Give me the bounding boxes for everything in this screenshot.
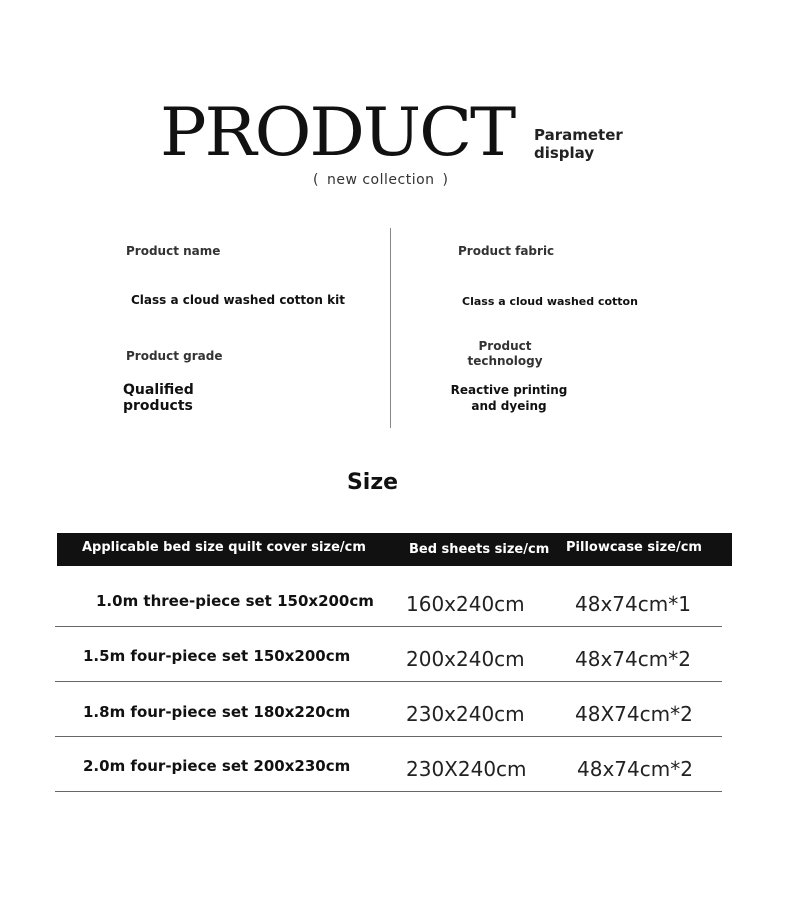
table-row-1-bed-size: 1.0m three-piece set 150x200cm xyxy=(96,592,374,610)
table-row-2-pillow-size: 48x74cm*2 xyxy=(575,647,691,671)
product-grade-value-line2: products xyxy=(123,398,193,414)
page-title: PRODUCT xyxy=(160,94,515,171)
table-row-3-sheet-size: 230x240cm xyxy=(406,702,525,726)
product-fabric-label: Product fabric xyxy=(458,244,555,258)
product-grade-value-line1: Qualified xyxy=(123,382,194,398)
product-name-label: Product name xyxy=(126,244,221,258)
product-technology-value-line2: and dyeing xyxy=(471,399,547,413)
row-divider xyxy=(55,791,722,792)
product-fabric-value: Class a cloud washed cotton xyxy=(462,295,638,308)
params-divider xyxy=(390,228,391,428)
table-row-2-sheet-size: 200x240cm xyxy=(406,647,525,671)
side-title-line1: Parameter xyxy=(534,126,623,144)
table-row-4-bed-size: 2.0m four-piece set 200x230cm xyxy=(83,757,351,775)
collection-tagline xyxy=(305,172,457,188)
table-row-2-bed-size: 1.5m four-piece set 150x200cm xyxy=(83,647,351,665)
header-pillowcase: Pillowcase size/cm xyxy=(566,540,702,555)
product-technology-value-line1: Reactive printing xyxy=(450,383,568,397)
table-row-1-pillow-size: 48x74cm*1 xyxy=(575,592,691,616)
table-row-1-sheet-size: 160x240cm xyxy=(406,592,525,616)
header-bed-sheets: Bed sheets size/cm xyxy=(409,542,550,557)
product-name-value: Class a cloud washed cotton kit xyxy=(131,293,345,307)
product-technology-label-line2: technology xyxy=(467,354,543,368)
product-technology-label xyxy=(455,339,555,369)
tagline-text: new collection xyxy=(326,172,435,188)
section-subtitle xyxy=(534,126,644,162)
product-grade-label: Product grade xyxy=(126,349,223,363)
tagline-open-paren: ( xyxy=(313,172,319,188)
table-row-4-sheet-size: 230X240cm xyxy=(406,757,527,781)
header-quilt-cover: Applicable bed size quilt cover size/cm xyxy=(82,540,366,555)
table-row-4-pillow-size: 48x74cm*2 xyxy=(577,757,693,781)
row-divider xyxy=(55,681,722,682)
size-title: Size xyxy=(346,470,399,495)
product-technology-value xyxy=(450,382,568,414)
row-divider xyxy=(55,736,722,737)
product-technology-label-line1: Product xyxy=(478,339,532,353)
side-title-line2: display xyxy=(534,144,595,162)
tagline-close-paren: ) xyxy=(442,172,449,188)
row-divider xyxy=(55,626,722,627)
table-row-3-bed-size: 1.8m four-piece set 180x220cm xyxy=(83,703,351,721)
product-grade-value xyxy=(123,382,194,414)
table-row-3-pillow-size: 48X74cm*2 xyxy=(575,702,693,726)
